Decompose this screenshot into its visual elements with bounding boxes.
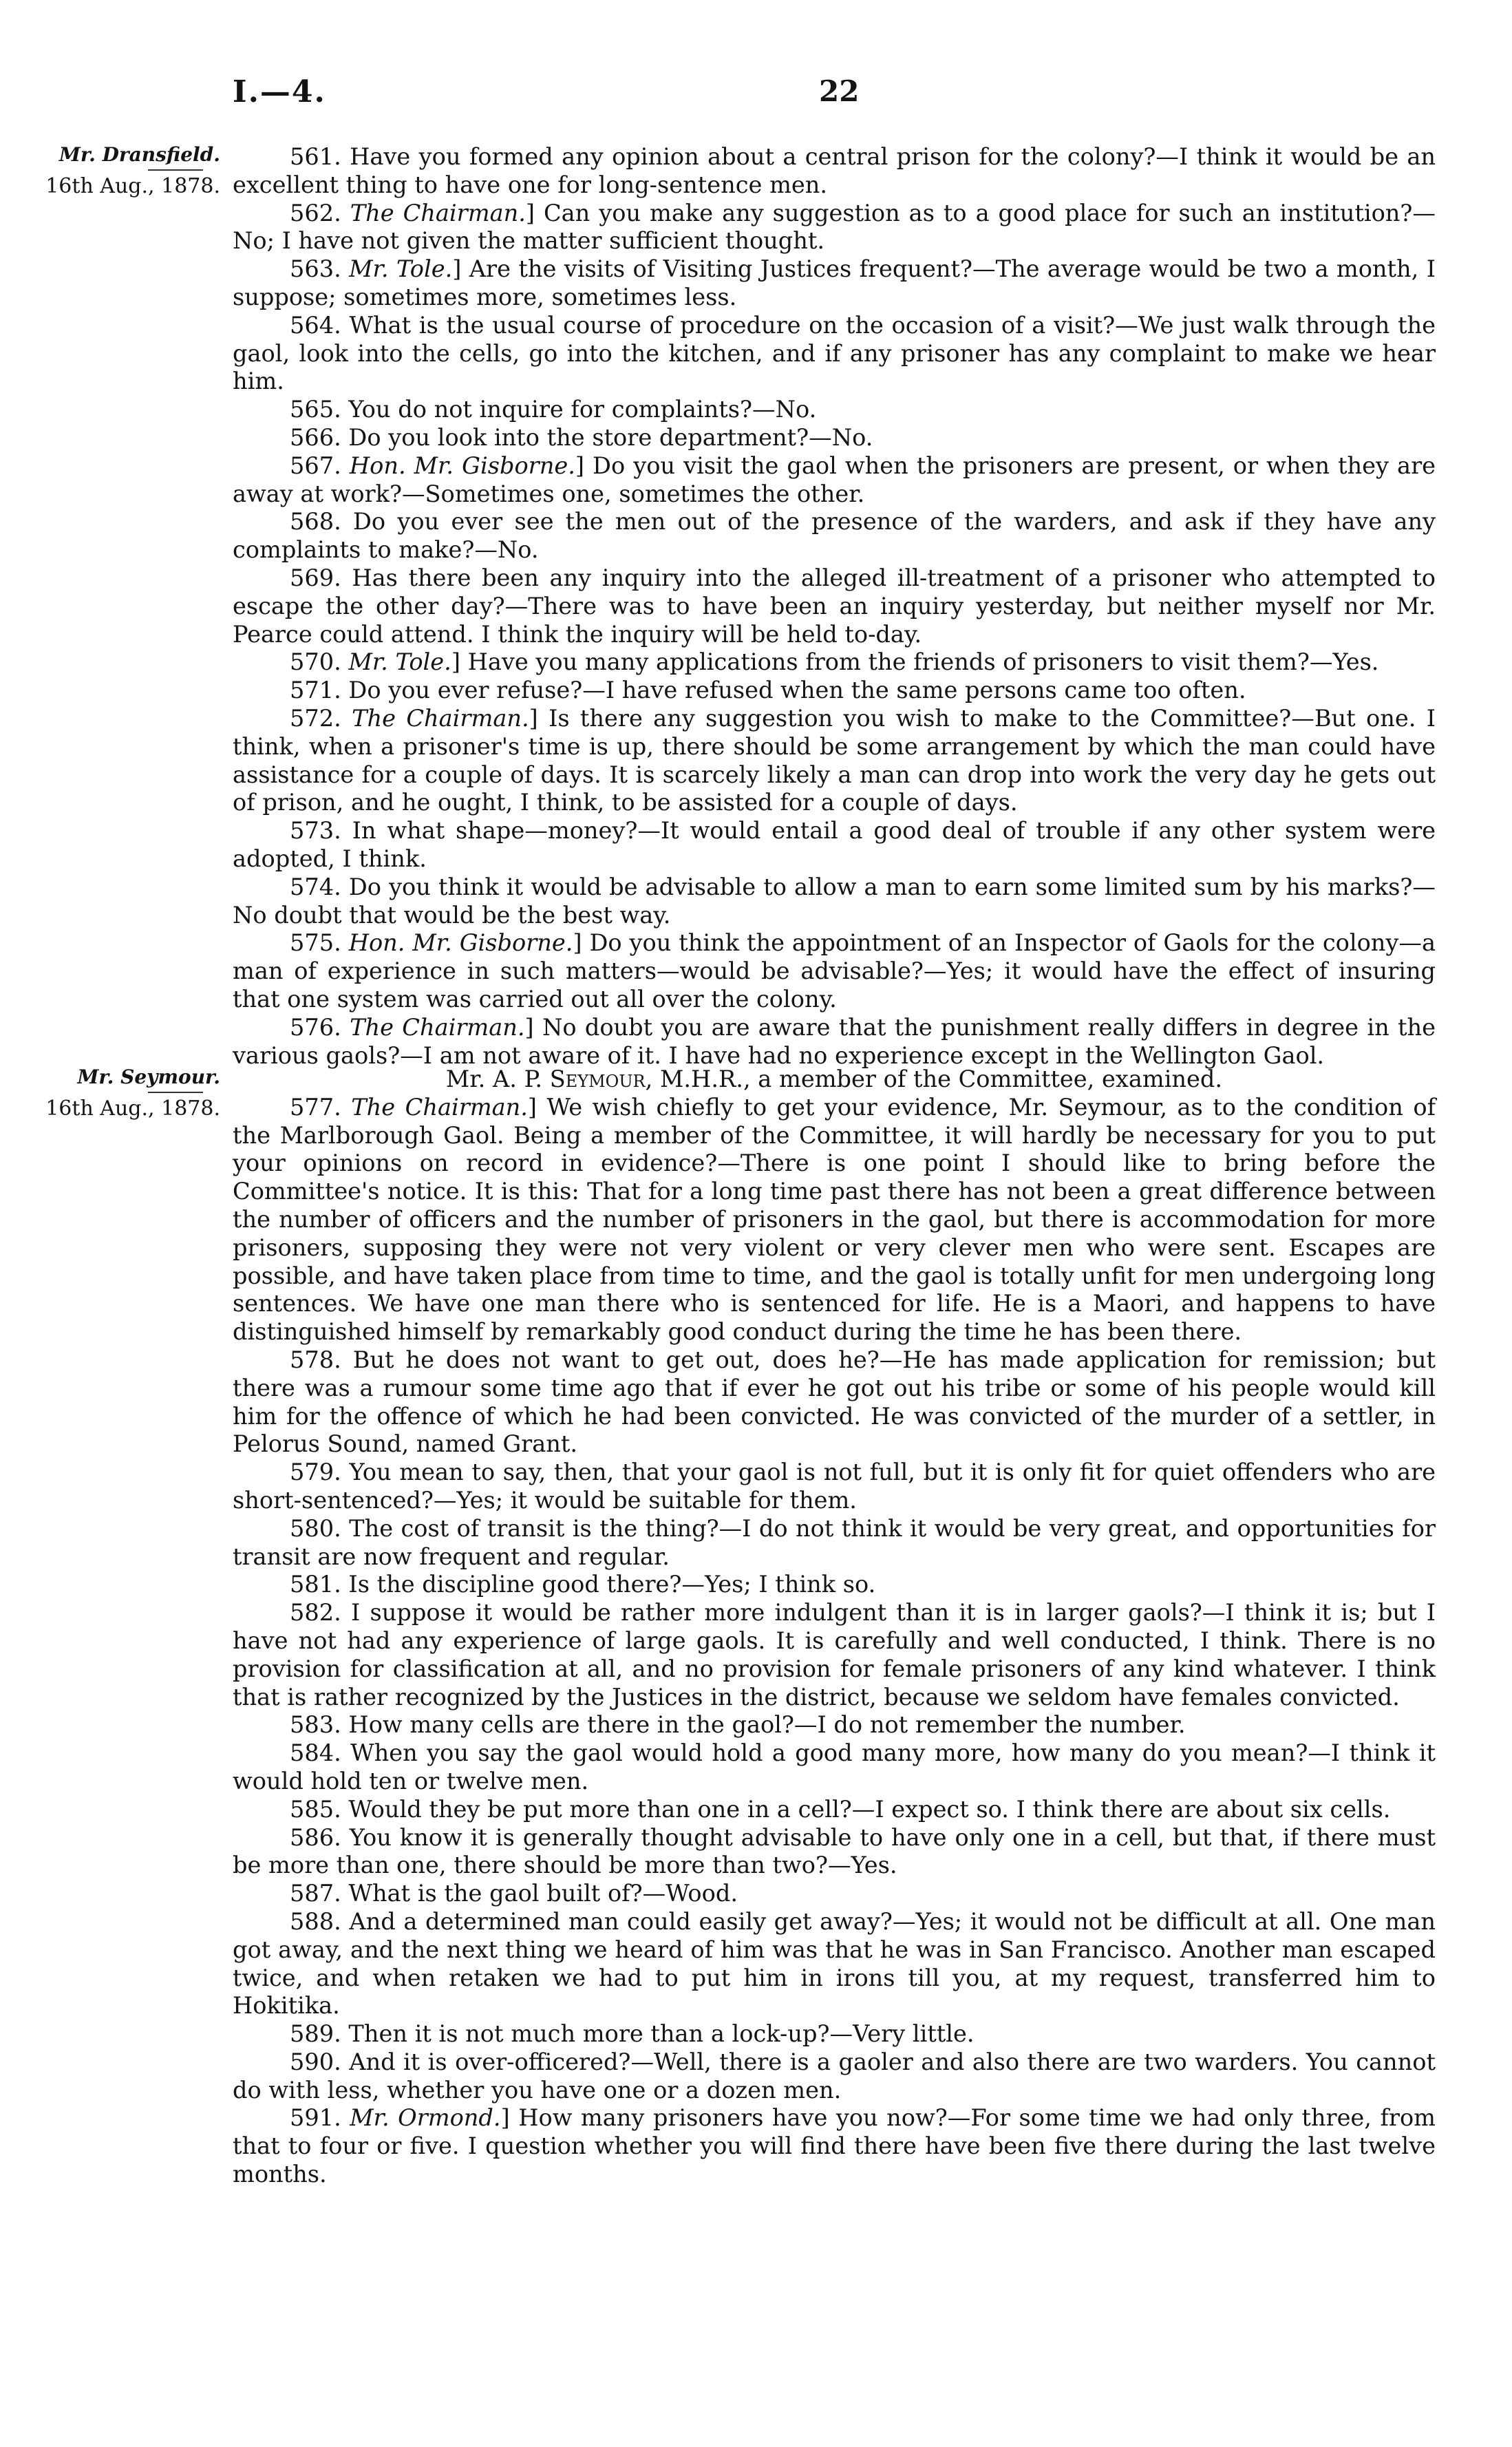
question-paragraph xyxy=(233,2104,1436,2188)
paragraph-text: 568. Do you ever see the men out of the presence of the warders, and ask if they have any complaints to make?—No. xyxy=(233,508,1436,564)
page-number: 22 xyxy=(819,74,860,108)
paragraph-text: 580. The cost of transit is the thing?—I do not think it would be very great, and opportunities for transit are now frequent and regular. xyxy=(233,1514,1436,1570)
witness-date: 16th Aug., 1878. xyxy=(45,1097,220,1121)
paragraph-text: ] Can you make any suggestion as to a good place for such an institution?—No; I have not given the matter sufficient thought. xyxy=(233,199,1436,255)
question-paragraph xyxy=(233,677,1436,705)
paragraph-text: 574. Do you think it would be advisable to allow a man to earn some limited sum by his marks?—No doubt that would be the best way. xyxy=(233,873,1436,929)
margin-rule xyxy=(148,1092,203,1093)
paragraph-text: ] We wish chiefly to get your evidence, Mr. Seymour, as to the condition of the Marlborough Gaol. Being a member of the Committee, it will hardly be necessary for you to put your opinions on record in evidence?—There is one point I should like to bring before the Committee's notice. It is this: That for a long time past there has not been a great difference between the number of officers and the number of prisoners in the gaol, but there is accommodation for more prisoners, supposing they were not very violent or very clever men who were sent. Escapes are possible, and have taken place from time to time, and the gaol is totally unfit for men undergoing long sentences. We have one man there who is sentenced for life. He is a Maori, and happens to have distinguished himself by remarkably good conduct during the time he has been there. xyxy=(233,1093,1436,1346)
paragraph-text: 563. xyxy=(290,255,350,283)
paragraph-text: ] Do you visit the gaol when the prisoners are present, or when they are away at work?—Sometimes one, sometimes the other. xyxy=(233,452,1436,507)
question-paragraph xyxy=(233,424,1436,452)
question-paragraph xyxy=(233,1094,1436,1346)
question-paragraph xyxy=(233,2020,1436,2048)
paragraph-text: 562. xyxy=(290,199,350,226)
paragraph-text: ] Is there any suggestion you wish to make to the Committee?—But one. I think, when a prisoner's time is up, there should be some arrangement by which the man could have assistance for a couple of days. It is scarcely likely a man can drop into work the very day he gets out of prison, and he ought, I think, to be assisted for a couple of days. xyxy=(233,704,1436,816)
page-header xyxy=(0,74,1512,116)
paragraph-text: 570. xyxy=(290,648,349,676)
speaker-name: Mr. Tole. xyxy=(348,648,451,676)
question-paragraph xyxy=(233,1880,1436,1908)
paragraph-text: 573. In what shape—money?—It would entail a good deal of trouble if any other system were adopted, I think. xyxy=(233,817,1436,872)
margin-rule xyxy=(148,169,203,171)
paragraph-text: 591. xyxy=(290,2104,350,2132)
question-paragraph xyxy=(233,200,1436,256)
paragraph-text: 565. You do not inquire for complaints?—No. xyxy=(290,396,817,423)
paragraph-text: 581. Is the discipline good there?—Yes; I think so. xyxy=(290,1571,876,1598)
speaker-name: The Chairman. xyxy=(352,704,529,732)
speaker-name: Hon. Mr. Gisborne. xyxy=(348,929,573,957)
witness-date: 16th Aug., 1878. xyxy=(45,174,220,198)
paragraph-text: ] Have you many applications from the friends of prisoners to visit them?—Yes. xyxy=(451,648,1379,676)
paragraph-text: 569. Has there been any inquiry into the alleged ill-treatment of a prisoner who attempted to escape the other day?—There was to have been an inquiry yesterday, but neither myself nor Mr. Pearce could attend. I think the inquiry will be held to-day. xyxy=(233,564,1436,648)
paragraph-text: 572. xyxy=(290,704,352,732)
question-paragraph xyxy=(233,1739,1436,1796)
question-paragraph xyxy=(233,705,1436,817)
paragraph-text: 584. When you say the gaol would hold a good many more, how many do you mean?—I think it would hold ten or twelve men. xyxy=(233,1739,1436,1794)
question-paragraph xyxy=(233,452,1436,509)
witness-name: Mr. Seymour. xyxy=(77,1066,220,1088)
speaker-name: The Chairman. xyxy=(350,199,526,226)
question-paragraph xyxy=(233,143,1436,200)
paragraph-text: 588. And a determined man could easily get away?—Yes; it would not be difficult at all. One man got away, and the next thing we heard of him was that he was in San Francisco. Another man escaped twice, and when retaken we had to put him in irons till you, at my request, transferred him to Hokitika. xyxy=(233,1907,1436,2020)
paragraph-text: ] Are the visits of Visiting Justices frequent?—The average would be two a month, I suppose; sometimes more, sometimes less. xyxy=(233,255,1436,310)
paragraph-text: 576. xyxy=(290,1013,350,1041)
paragraph-text: 567. xyxy=(290,452,350,479)
paragraph-text: 561. Have you formed any opinion about a central prison for the colony?—I think it would be an excellent thing to have one for long-sentence men. xyxy=(233,143,1436,198)
witness-heading xyxy=(233,1066,1436,1094)
question-paragraph xyxy=(233,508,1436,564)
paragraph-text: 577. xyxy=(290,1093,352,1121)
question-paragraph xyxy=(233,1908,1436,2020)
paragraph-text: 564. What is the usual course of procedure on the occasion of a visit?—We just walk through the gaol, look into the cells, go into the kitchen, and if any prisoner has any complaint to make we hear him. xyxy=(233,311,1436,395)
paragraph-text: 575. xyxy=(290,929,349,957)
paragraph-text: 579. You mean to say, then, that your gaol is not full, but it is only fit for quiet offenders who are short-sentenced?—Yes; it would be suitable for them. xyxy=(233,1459,1436,1514)
paragraph-text: 587. What is the gaol built of?—Wood. xyxy=(290,1880,738,1907)
evidence-block-dransfield xyxy=(233,143,1436,1070)
series-number: I.—4. xyxy=(233,74,326,109)
margin-note-seymour xyxy=(0,1064,220,1122)
witness-name: Mr. Dransfield. xyxy=(58,143,220,166)
question-paragraph xyxy=(233,1824,1436,1881)
speaker-name: The Chairman. xyxy=(351,1093,528,1121)
heading-prefix: Mr. A. P. xyxy=(445,1066,550,1092)
speaker-name: The Chairman. xyxy=(350,1013,525,1041)
question-paragraph xyxy=(233,873,1436,930)
paragraph-text: ] Do you think the appointment of an Inspector of Gaols for the colony—a man of experience in such matters—would be advisable?—Yes; it would have the effect of insuring that one system was carried out all over the colony. xyxy=(233,929,1436,1013)
question-paragraph xyxy=(233,312,1436,396)
question-paragraph xyxy=(233,929,1436,1013)
question-paragraph xyxy=(233,396,1436,424)
question-paragraph xyxy=(233,1346,1436,1459)
paragraph-text: 583. How many cells are there in the gaol?—I do not remember the number. xyxy=(290,1711,1186,1739)
question-paragraph xyxy=(233,255,1436,312)
question-paragraph xyxy=(233,648,1436,677)
question-paragraph xyxy=(233,1459,1436,1515)
heading-witness-name: Seymour xyxy=(549,1066,646,1092)
paragraph-text: 571. Do you ever refuse?—I have refused when the same persons came too often. xyxy=(290,677,1246,704)
paragraph-text: 585. Would they be put more than one in a cell?—I expect so. I think there are about six cells. xyxy=(290,1795,1391,1823)
heading-suffix: , M.H.R., a member of the Committee, examined. xyxy=(645,1066,1223,1092)
speaker-name: Mr. Ormond. xyxy=(350,2104,501,2132)
question-paragraph xyxy=(233,1014,1436,1070)
margin-note-dransfield xyxy=(0,142,220,200)
paragraph-text: 578. But he does not want to get out, does he?—He has made application for remission; but there was a rumour some time ago that if ever he got out his tribe or some of his people would kill him for the offence of which he had been convicted. He was convicted of the murder of a settler, in Pelorus Sound, named Grant. xyxy=(233,1346,1436,1458)
question-paragraph xyxy=(233,817,1436,873)
question-paragraph xyxy=(233,1599,1436,1711)
question-paragraph xyxy=(233,2048,1436,2105)
speaker-name: Hon. Mr. Gisborne. xyxy=(349,452,575,479)
question-paragraph xyxy=(233,1796,1436,1824)
paragraph-text: ] No doubt you are aware that the punishment really differs in degree in the various gaols?—I am not aware of it. I have had no experience except in the Wellington Gaol. xyxy=(233,1013,1436,1069)
question-paragraph xyxy=(233,1711,1436,1739)
speaker-name: Mr. Tole. xyxy=(349,255,453,283)
paragraph-text: 590. And it is over-officered?—Well, there is a gaoler and also there are two warders. You cannot do with less, whether you have one or a dozen men. xyxy=(233,2048,1436,2104)
evidence-block-seymour xyxy=(233,1066,1436,2189)
paragraph-text: 566. Do you look into the store department?—No. xyxy=(290,423,873,451)
paragraph-text: ] How many prisoners have you now?—For some time we had only three, from that to four or five. I question whether you will find there have been five there during the last twelve months. xyxy=(233,2104,1436,2188)
paragraph-text: 586. You know it is generally thought advisable to have only one in a cell, but that, if there must be more than one, there should be more than two?—Yes. xyxy=(233,1823,1436,1879)
paragraph-text: 589. Then it is not much more than a lock-up?—Very little. xyxy=(290,2020,975,2048)
paragraph-text: 582. I suppose it would be rather more indulgent than it is in larger gaols?—I think it is; but I have not had any experience of large gaols. It is carefully and well conducted, I think. There is no provision for classification at all, and no provision for female prisoners of any kind whatever. I think that is rather recognized by the Justices in the district, because we seldom have females convicted. xyxy=(233,1599,1436,1710)
question-paragraph xyxy=(233,1515,1436,1571)
question-paragraph xyxy=(233,1571,1436,1599)
question-paragraph xyxy=(233,564,1436,648)
